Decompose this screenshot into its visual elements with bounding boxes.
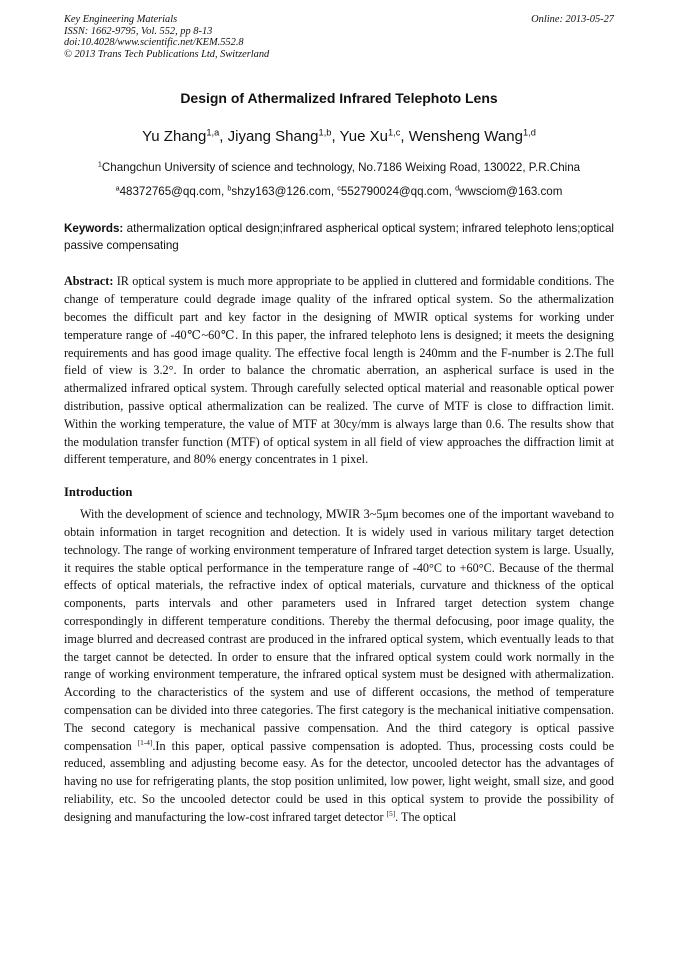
author-name: Jiyang Shang bbox=[227, 128, 319, 146]
citation-ref[interactable]: [1-4] bbox=[137, 737, 153, 747]
author-affil-mark: 1,d bbox=[522, 127, 536, 138]
email-address: wwsciom@163.com bbox=[459, 185, 563, 199]
email-separator: , bbox=[330, 185, 338, 199]
intro-text-part2: .In this paper, optical passive compensation is adopted. Thus, processing costs could be reduced, assembling and adjusting become easy. As for the detector, uncooled detector has the advantages of having no use for refrigerating plants, the stop position unlimited, low power, light weight, small size, and good reliability, etc. So the uncooled detector could be used in this optical system to provide the possibility of designing and manufacturing the low-cost infrared target detector bbox=[64, 738, 614, 824]
affiliation bbox=[64, 161, 614, 174]
keywords-block bbox=[64, 220, 614, 254]
author-affil-mark: 1,b bbox=[318, 127, 332, 138]
email-mark: a bbox=[115, 184, 120, 194]
author-name: Yu Zhang bbox=[142, 128, 207, 146]
intro-text-part3: . The optical bbox=[395, 809, 457, 824]
affiliation-mark: 1 bbox=[97, 160, 102, 170]
author-separator: , bbox=[331, 128, 340, 146]
author-affil-mark: 1,a bbox=[206, 127, 220, 138]
keywords-text: athermalization optical design;infrared aspherical optical system; infrared telephoto lens;optical passive compensating bbox=[64, 222, 614, 253]
abstract-block bbox=[64, 273, 614, 469]
journal-doi: doi:10.4028/www.scientific.net/KEM.552.8 bbox=[64, 37, 244, 49]
intro-text-part1: With the development of science and technology, MWIR 3~5μm becomes one of the important waveband to obtain information in target recognition and detection. It is widely used in various military target detection technology. The range of working environment temperature of Infrared target detection system is large. Usually, it requires the stable optical performance in the temperature range of -40°C to +60°C. Because of the thermal effects of optical materials, the refractive index of optical materials, curvature and thickness of the optical components, parts intervals and other parameters used in Infrared target detection system change correspondingly in different temperature conditions. Thereby the thermal defocusing, poor image quality, the image blurred and decreased contrast are produced in the infrared optical system, which eventually leads to that the target cannot be detected. In order to ensure that the infrared optical system could work normally in the range of working environment temperature, the infrared optical system must be designed with athermalization. According to the characteristics of the system and use of different occasions, the method of temperature compensation can be divided into three categories. The first category is the mechanical initiative compensation. The second category is mechanical passive compensation. And the third category is optical passive compensation bbox=[64, 507, 614, 753]
author-separator: , bbox=[219, 128, 228, 146]
paper-title: Design of Athermalized Infrared Telephoto Lens bbox=[180, 90, 498, 107]
author-name: Wensheng Wang bbox=[408, 128, 523, 146]
section-heading-introduction: Introduction bbox=[64, 485, 133, 500]
abstract-label: Abstract: bbox=[64, 274, 114, 289]
author-list bbox=[64, 128, 614, 145]
author-name: Yue Xu bbox=[339, 128, 388, 146]
keywords-label: Keywords: bbox=[64, 222, 124, 236]
email-address: 48372765@qq.com bbox=[119, 185, 221, 199]
email-mark: d bbox=[455, 184, 460, 194]
email-separator: , bbox=[220, 185, 228, 199]
email-address: shzy163@126.com bbox=[231, 185, 331, 199]
email-mark: b bbox=[227, 184, 232, 194]
email-separator: , bbox=[448, 185, 456, 199]
journal-header bbox=[64, 14, 614, 60]
introduction-paragraph bbox=[64, 506, 614, 826]
abstract-text: IR optical system is much more appropriate to be applied in cluttered and formidable conditions. The change of temperature could degrade image quality of the infrared optical system. So the athermalization becomes the difficult part and key factor in the designing of MWIR optical systems for working under temperature range of -40℃~60℃. In this paper, the infrared telephoto lens is designed; it meets the designing requirements and has good image quality. The effective focal length is 240mm and the F-number is 2.The full field of view is 3.2°. In order to balance the chromatic aberration, an aspherical surface is used in the athermalized infrared optical system. Through carefully selected optical material and reasonable optical power distribution, passive optical athermalization can be realized. The curve of MTF is close to diffraction limit. Within the working temperature, the value of MTF at 30cy/mm is always large than 0.6. The results show that the modulation transfer function (MTF) of optical system in all field of view approaches the diffraction limit at different temperature, and 80% energy concentrates in 1 pixel. bbox=[64, 274, 614, 467]
online-date: Online: 2013-05-27 bbox=[531, 14, 614, 25]
citation-ref[interactable]: [5] bbox=[386, 808, 396, 818]
email-list bbox=[64, 185, 614, 198]
author-affil-mark: 1,c bbox=[387, 127, 401, 138]
journal-name: Key Engineering Materials bbox=[64, 14, 178, 25]
journal-copyright: © 2013 Trans Tech Publications Ltd, Switzerland bbox=[64, 48, 270, 60]
author-separator: , bbox=[400, 128, 409, 146]
journal-issn: ISSN: 1662-9795, Vol. 552, pp 8-13 bbox=[64, 25, 213, 37]
email-mark: c bbox=[337, 184, 341, 194]
email-address: 552790024@qq.com bbox=[340, 185, 449, 199]
affiliation-text: Changchun University of science and technology, No.7186 Weixing Road, 130022, P.R.China bbox=[101, 161, 581, 175]
